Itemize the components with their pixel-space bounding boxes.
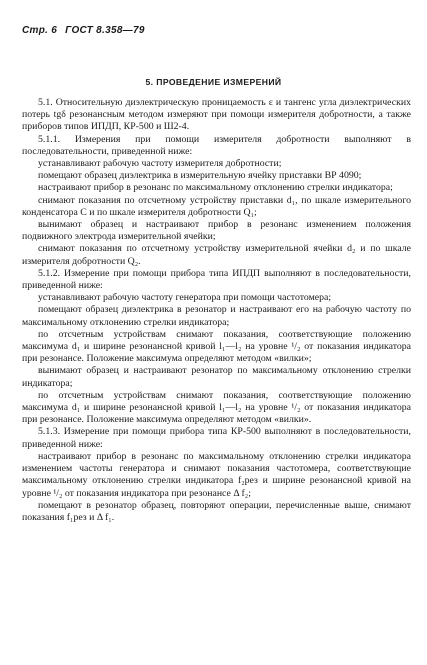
paragraph: вынимают образец и настраивают резонатор по максимальному отклонению стрелки индикатора; — [22, 365, 411, 389]
paragraph: по отсчетным устройствам снимают показания, соответствующие положению максимума d₁ и ширине резонансной кривой l₁—l₂ на уровне ¹/₂ от показания индикатора при резонансе. Положение максимума определяют методом «вилки»; — [22, 328, 411, 365]
paragraph: 5.1. Относительную диэлектрическую проницаемость ε и тангенс угла диэлектрических потерь tgδ резонансным методом измеряют при помощи измерителя добротности, а также приборов типов ИПДП, КР-500 и Ш2-4. — [22, 97, 411, 133]
standard-number: ГОСТ 8.358—79 — [65, 25, 145, 36]
paragraph: снимают показания по отсчетному устройству измерительной ячейки d₂ и по шкале измерителя добротности Q₂. — [22, 243, 411, 267]
page-number: Стр. 6 — [22, 25, 58, 36]
paragraph: устанавливают рабочую частоту генератора при помощи частотомера; — [38, 292, 332, 304]
document-body — [22, 97, 411, 524]
paragraph: помещают образец диэлектрика в резонатор и настраивают его на рабочую частоту по максимальному отклонению стрелки индикатора; — [22, 304, 411, 328]
paragraph: настраивают прибор в резонанс по максимальному отклонению стрелки индикатора изменением частоты генератора и снимают показания частотомера, соответствующие максимальному отклонению стрелки индикатора f₂рез и ширине резонансной кривой на уровне ¹/₂ от показания индикатора при резонансе Δ f₂; — [22, 450, 411, 499]
paragraph: по отсчетным устройствам снимают показания, соответствующие положению максимума d₁ и ширине резонансной кривой l₁—l₂ на уровне ¹/₂ от показания индикатора при резонансе. Положение максимума определяют методом «вилки». — [22, 389, 411, 426]
paragraph: снимают показания по отсчетному устройству приставки d₁, по шкале измерительного конденсатора C и по шкале измерителя добротности Q₁; — [22, 194, 411, 218]
paragraph: 5.1.1. Измерения при помощи измерителя добротности выполняют в последовательности, приведенной ниже: — [22, 133, 411, 157]
section-title: 5. ПРОВЕДЕНИЕ ИЗМЕРЕНИЙ — [145, 77, 282, 87]
paragraph: настраивают прибор в резонанс по максимальному отклонению стрелки индикатора; — [38, 182, 393, 194]
paragraph: 5.1.2. Измерение при помощи прибора типа ИПДП выполняют в последовательности, приведенной ниже: — [22, 267, 411, 292]
page-header — [22, 25, 153, 36]
paragraph: помещают в резонатор образец, повторяют операции, перечисленные выше, снимают показания f₁рез и Δ f₁. — [22, 499, 411, 523]
paragraph: помещают образец диэлектрика в измерительную ячейку приставки ВР 4090; — [38, 170, 362, 182]
paragraph: устанавливают рабочую частоту измерителя добротности; — [38, 158, 282, 170]
paragraph: вынимают образец и настраивают прибор в резонанс изменением положения подвижного электрода измерительной ячейки; — [22, 219, 411, 243]
paragraph: 5.1.3. Измерение при помощи прибора типа КР-500 выполняют в последовательности, приведенной ниже: — [22, 426, 411, 450]
